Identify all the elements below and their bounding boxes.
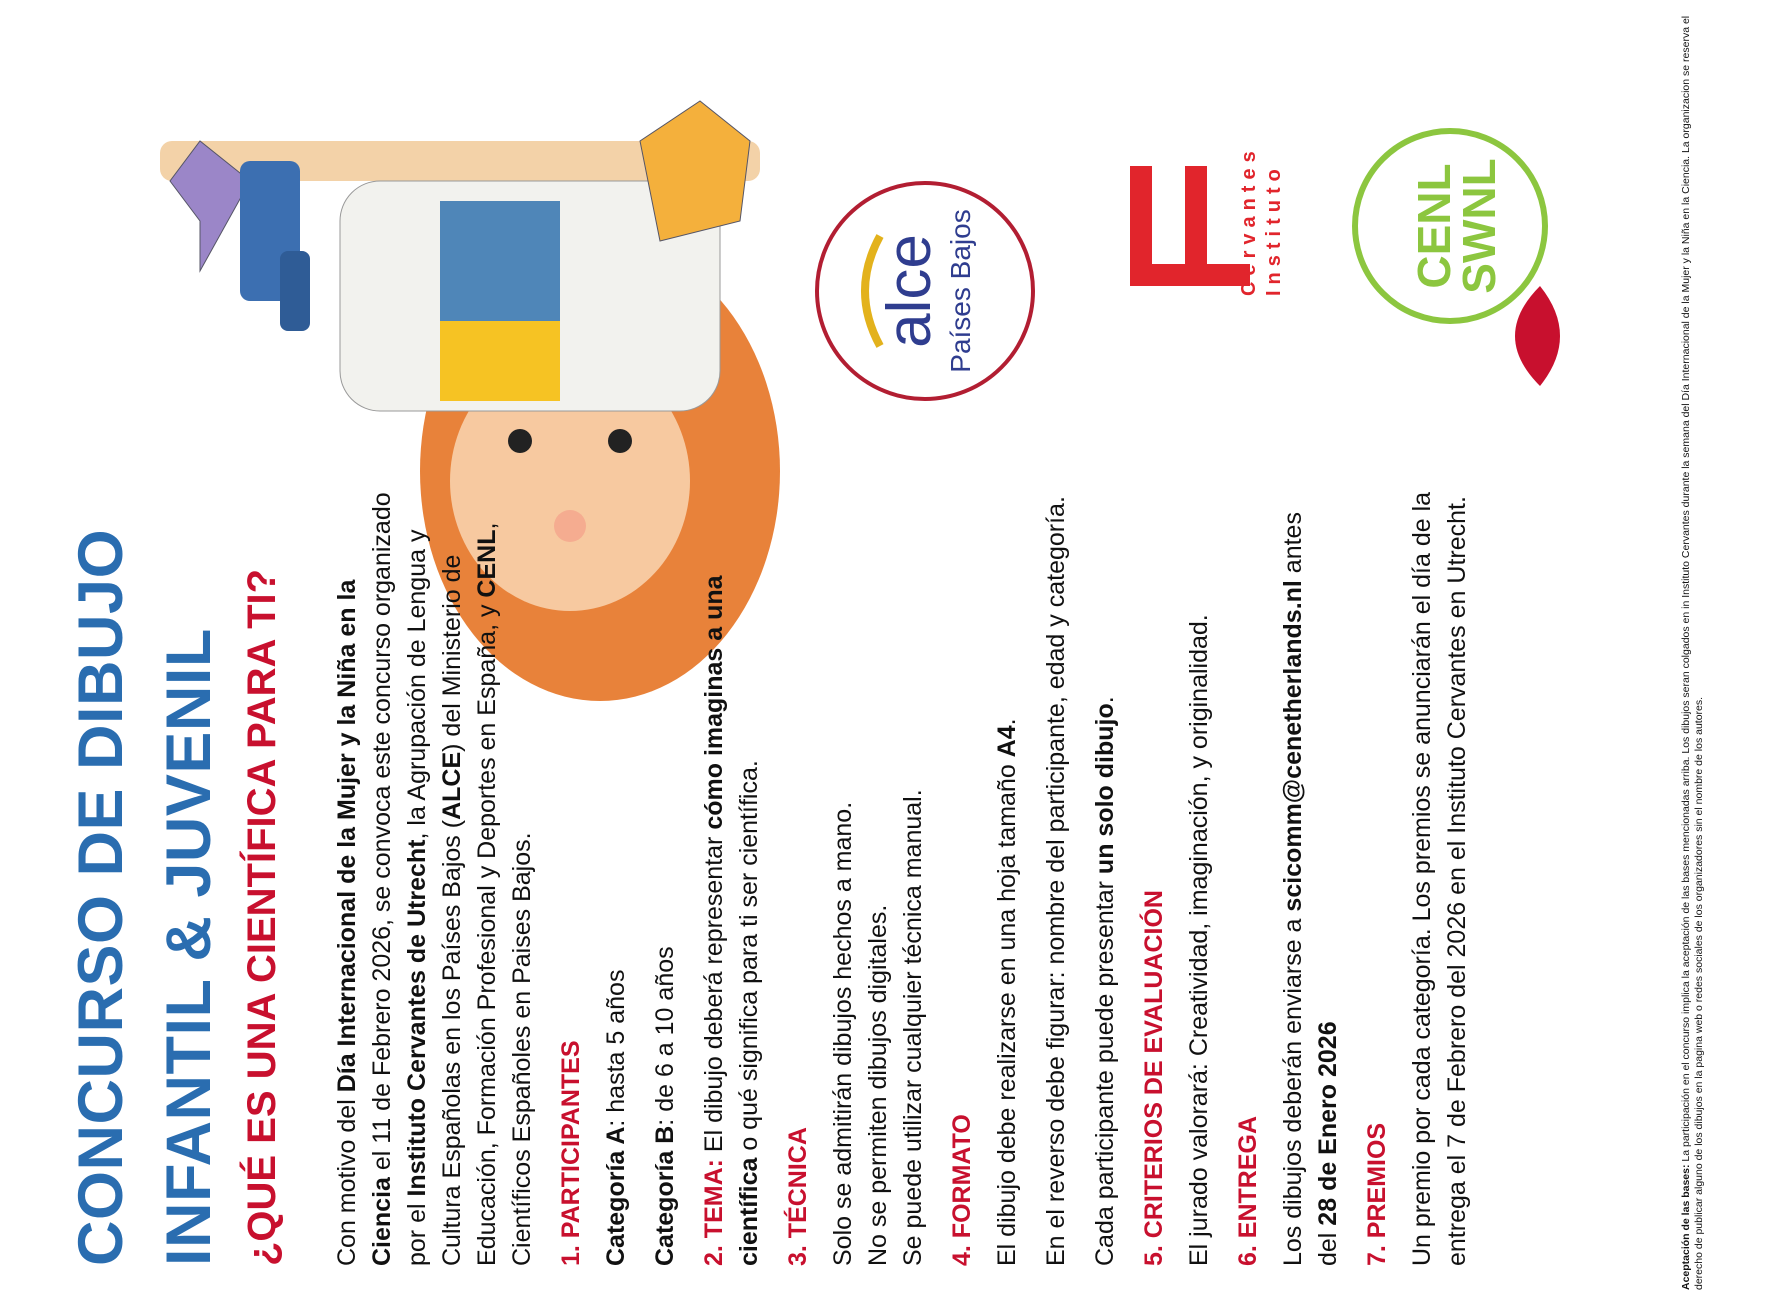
alce-country: Países Bajos [945,209,976,373]
cenl-text: CENL [1408,163,1460,289]
entrega-text-2: antes del [1279,512,1342,1266]
title-line-1: CONCURSO DE DIBUJO [66,528,136,1266]
eye-left [508,429,532,453]
formato-bold-1: A4 [993,725,1021,758]
subtitle-q: ¿QUÉ ES [240,1079,284,1266]
tema-text-1: El dibujo deberá representar [700,829,728,1160]
intro-bold-4: CENL [473,529,501,598]
formato-end-3: . [1091,696,1119,704]
subtitle-para: PARA TI? [240,568,284,761]
entrega-text-1: Los dibujos deberán enviarse a [1279,911,1307,1266]
pants-shape [440,201,560,321]
intro-paragraph [330,486,540,1266]
instituto-cervantes-logo [1090,56,1290,316]
section-premios-heading: 7. PREMIOS [1363,1122,1391,1266]
formato-paragraph-1 [990,486,1025,1266]
intro-text-5: , Científicos Españoles en Paises Bajos. [473,522,536,1266]
orange-flask [640,101,750,241]
category-a-label: Categoría A [602,1126,630,1266]
premios-text: Un premio por cada categoría. Los premios se anunciarán el día de la entrega el 7 de Febrero del 2026 en el Instituto Cervantes en Utrecht. [1408,491,1471,1266]
intro-bold-2: Instituto Cervantes de Utrecht [403,839,431,1197]
alce-logo [810,176,1040,406]
section-criterios-heading: 5. CRITERIOS DE EVALUACIÓN [1140,890,1168,1266]
ic-bar-top [1130,166,1152,286]
tema-text-2: o qué significa para ti ser científica. [735,760,763,1158]
tecnica-line-2: No se permiten dibujos digitales. [864,904,892,1266]
formato-end-1: . [993,718,1021,726]
cenl-logo [1340,106,1600,406]
intro-text-4: ) del Ministerio de Educación, Formación Profesional y Deportes en España, y [438,554,501,1266]
category-b-text: : de 6 a 10 años [651,946,679,1126]
ic-text-1: Instituto [1263,163,1285,296]
contest-body [330,486,1489,1266]
criterios-text: El jurado valorará: Creatividad, imaginación, y originalidad. [1185,614,1213,1266]
tema-bold: cómo imaginas a una científica [700,575,763,1266]
entrega-date: 28 de Enero 2026 [1314,1021,1342,1226]
footnote-text: La participación en el concurso implica la aceptación de las bases mencionadas arriba. Los dibujos seran colgados en in Instituto Cervantes durante la semana del Día Internacional de la Mujer y la Niña en la Ciencia. La organizacion se reserva el derecho de publicar alguno de los dibujos en la pagina web o redes sociales de los organizadores sin el nombre de los autores. [1680,15,1705,1290]
footnote-label: Aceptación de las bases: [1680,1164,1692,1290]
category-b [648,486,683,1266]
section-formato-heading: 4. FORMATO [948,1114,976,1266]
ic-text-2: Cervantes [1238,145,1260,296]
formato-paragraph-3 [1088,486,1123,1266]
entrega-paragraph [1276,486,1346,1266]
section-tecnica-heading: 3. TÉCNICA [784,1127,812,1266]
cenl-leaf-shape [1515,286,1560,386]
category-a [599,486,634,1266]
section-tema-heading: 2. TEMA: [700,1159,728,1266]
category-b-label: Categoría B [651,1125,679,1266]
intro-bold-1: Día Internacional de la Mujer y la Niña en la Ciencia [333,579,396,1266]
tecnica-line-3: Se puede utilizar cualquier técnica manual. [899,789,927,1266]
tema-paragraph [697,486,767,1266]
tecnica-line-1: Solo se admitirán dibujos hechos a mano. [829,801,857,1266]
intro-text-3: , la Agrupación de Lengua y Cultura Españolas en los Países Bajos ( [403,529,466,1266]
formato-text-1: El dibujo debe realizarse en una hoja tamaño [993,757,1021,1266]
eye-right [608,429,632,453]
subtitle-una: UNA CIENTÍFICA [240,760,284,1080]
formato-bold-3: un solo dibujo [1091,703,1119,875]
entrega-email: scicomm@cenetherlands.nl [1279,580,1307,912]
section-participantes-heading: 1. PARTICIPANTES [557,1040,585,1266]
intro-text-2: el 11 de Febrero 2026, se convoca este concurso organizado por el [368,492,431,1266]
section-entrega-heading: 6. ENTREGA [1234,1115,1262,1266]
footnote [1680,0,1706,1290]
formato-text-3: Cada participante puede presentar [1091,874,1119,1266]
formato-paragraph-2: En el reverso debe figurar: nombre del participante, edad y categoría. [1042,496,1070,1266]
category-a-text: : hasta 5 años [602,969,630,1127]
intro-bold-3: ALCE [438,751,466,820]
microscope-lens [280,251,310,331]
title-line-2: INFANTIL & JUVENIL [154,628,224,1266]
alce-name: alce [875,234,944,348]
ic-bar-mid [1185,166,1207,286]
intro-text-1: Con motivo del [333,1092,361,1266]
swnl-text: SWNL [1453,158,1505,294]
